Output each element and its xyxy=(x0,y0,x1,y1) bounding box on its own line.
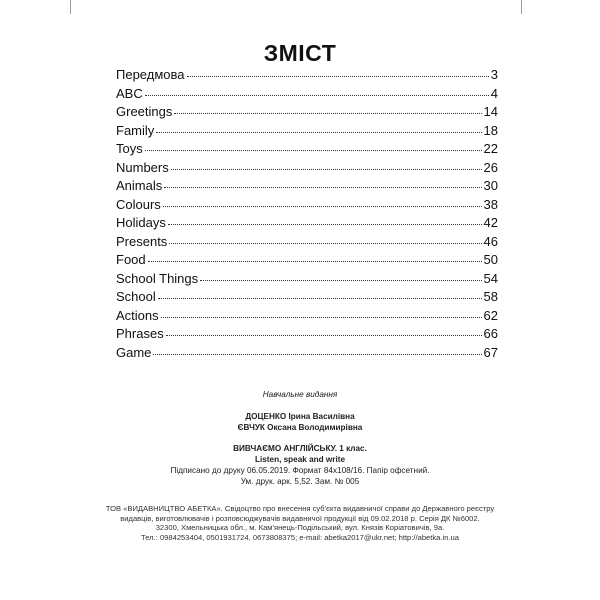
dot-leader xyxy=(163,206,482,207)
publisher-info xyxy=(0,504,600,542)
authors xyxy=(0,411,600,433)
toc-item-title: Food xyxy=(116,252,146,267)
crop-mark-right xyxy=(521,0,522,14)
toc-item-title: Colours xyxy=(116,196,161,212)
series-label: Навчальне видання xyxy=(262,390,338,399)
toc-item-page: 50 xyxy=(483,252,498,267)
book-title-block xyxy=(0,443,600,465)
print-details-2: Ум. друк. арк. 5,52. Зам. № 005 xyxy=(240,477,360,486)
toc-item xyxy=(116,344,498,363)
toc-item-title: Передмова xyxy=(116,67,185,82)
publisher-line-3: 32300, Хмельницька обл., м. Кам'янець-Подільський, вул. Князів Коріатовичів, 9а. xyxy=(155,523,445,533)
toc-item xyxy=(116,103,498,122)
toc-item xyxy=(116,307,498,326)
dot-leader xyxy=(156,132,481,133)
toc-item-page: 22 xyxy=(483,141,498,156)
toc-item xyxy=(116,251,498,270)
toc-item xyxy=(116,288,498,307)
dot-leader xyxy=(145,150,482,151)
toc-item-page: 54 xyxy=(483,270,498,286)
dot-leader xyxy=(164,187,481,188)
toc-item-title: Presents xyxy=(116,233,168,249)
toc-item-page: 3 xyxy=(490,67,498,82)
print-details-1: Підписано до друку 06.05.2019. Формат 84х108/16. Папір офсетний. xyxy=(170,466,430,475)
toc-item-page: 67 xyxy=(483,344,498,360)
author-1: ДОЦЕНКО Ірина Василівна xyxy=(245,412,355,421)
dot-leader xyxy=(153,354,481,355)
toc-item-title: Animals xyxy=(116,178,163,193)
toc-item-page: 46 xyxy=(483,233,498,249)
dot-leader xyxy=(171,169,482,170)
toc-item-title: ABC xyxy=(116,85,143,101)
toc-item-title: Phrases xyxy=(116,326,164,341)
toc-item-title: Numbers xyxy=(116,159,169,175)
toc-item-title: Greetings xyxy=(116,104,173,119)
toc-item xyxy=(116,325,498,344)
book-title: ВИВЧАЄМО АНГЛІЙСЬКУ. 1 клас. xyxy=(233,444,367,453)
toc-item xyxy=(116,159,498,178)
dot-leader xyxy=(148,261,482,262)
toc-item xyxy=(116,177,498,196)
toc-item xyxy=(116,66,498,85)
table-of-contents xyxy=(116,66,498,362)
toc-item-title: Actions xyxy=(116,307,159,323)
toc-item-title: School Things xyxy=(116,270,199,286)
crop-mark-left xyxy=(70,0,71,14)
toc-item xyxy=(116,196,498,215)
publisher-line-4: Тел.: 0984253404, 0501931724, 0673808375; e-mail: abetka2017@ukr.net; http://abetka.in.ua xyxy=(141,532,459,542)
imprint-block xyxy=(0,389,600,542)
dot-leader xyxy=(187,76,489,77)
dot-leader xyxy=(168,224,482,225)
publisher-line-1: ТОВ «ВИДАВНИЦТВО АБЕТКА». Свідоцтво про внесення суб'єкта видавничої справи до Державного реєстру xyxy=(105,504,495,513)
toc-item-page: 58 xyxy=(483,289,498,304)
toc-item xyxy=(116,122,498,141)
toc-item xyxy=(116,270,498,289)
dot-leader xyxy=(169,243,481,244)
toc-item-title: Holidays xyxy=(116,215,166,230)
toc-item xyxy=(116,233,498,252)
toc-item-page: 14 xyxy=(483,104,498,119)
publisher-line-2: видавців, виготовлювачів і розповсюджувачів видавничої продукції від 09.02.2018 р. Серія ДК №6002. xyxy=(120,513,480,523)
dot-leader xyxy=(145,95,489,96)
toc-item-title: Toys xyxy=(116,141,143,156)
toc-item-page: 4 xyxy=(490,85,498,101)
dot-leader xyxy=(158,298,482,299)
toc-item-page: 42 xyxy=(483,215,498,230)
dot-leader xyxy=(174,113,481,114)
dot-leader xyxy=(166,335,482,336)
toc-item xyxy=(116,214,498,233)
toc-item-title: Family xyxy=(116,122,155,138)
toc-item-page: 62 xyxy=(483,307,498,323)
toc-item-page: 26 xyxy=(483,159,498,175)
toc-item-title: School xyxy=(116,289,156,304)
toc-item-page: 66 xyxy=(483,326,498,341)
dot-leader xyxy=(200,280,481,281)
toc-item-page: 18 xyxy=(483,122,498,138)
toc-item xyxy=(116,140,498,159)
dot-leader xyxy=(161,317,482,318)
toc-item-page: 38 xyxy=(483,196,498,212)
toc-item-page: 30 xyxy=(483,178,498,193)
toc-item-title: Game xyxy=(116,344,152,360)
toc-item xyxy=(116,85,498,104)
page-title: ЗМІСТ xyxy=(263,40,337,66)
book-subtitle: Listen, speak and write xyxy=(254,455,346,464)
author-2: ЄВЧУК Оксана Володимирівна xyxy=(237,423,363,432)
